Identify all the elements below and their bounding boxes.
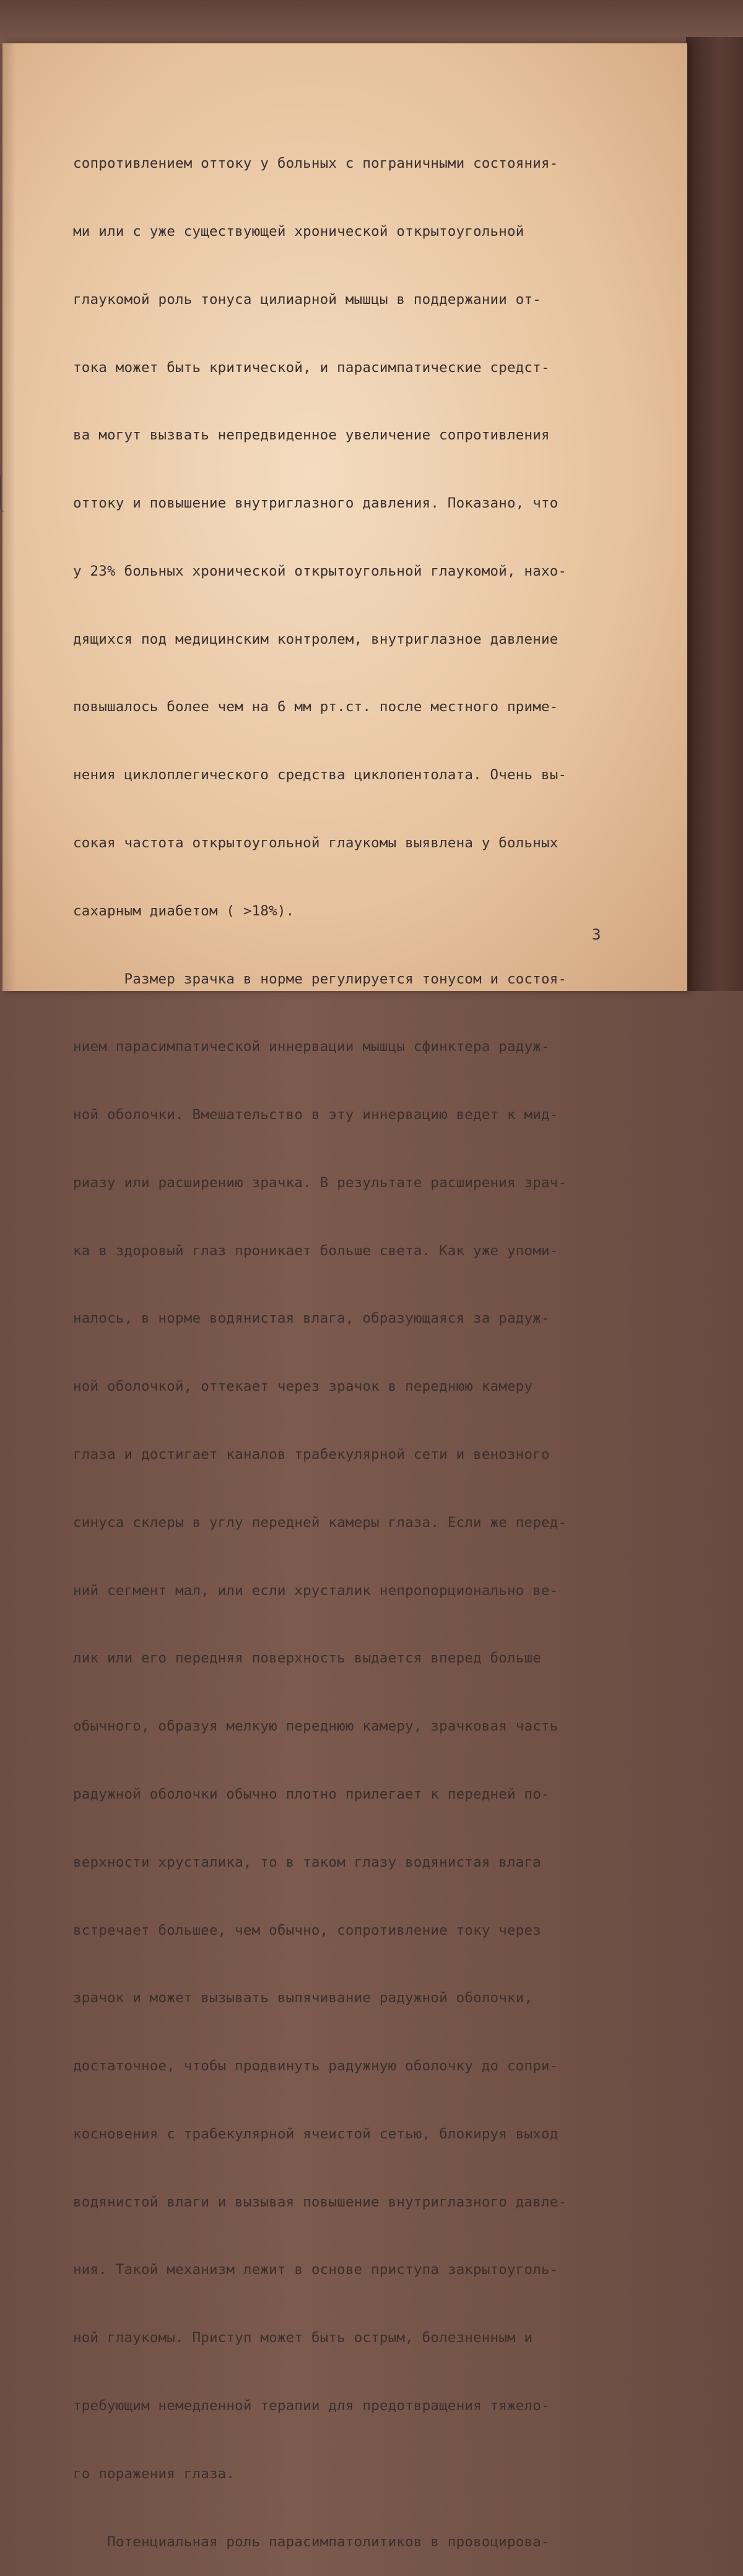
text-line: ной глаукомы. Приступ может быть острым, болезненным и — [73, 2330, 533, 2346]
text-line: лик или его передняя поверхность выдается вперед больше — [73, 1650, 542, 1667]
text-line: синуса склеры в углу передней камеры глаза. Если же перед- — [73, 1514, 567, 1531]
text-line: ми или с уже существующей хронической открытоугольной — [73, 223, 524, 240]
text-line: косновения с трабекулярной ячеистой сетью, блокируя выход — [73, 2125, 558, 2142]
text-line: ва могут вызвать непредвиденное увеличение сопротивления — [73, 427, 550, 444]
text-line: ной оболочкой, оттекает через зрачок в переднюю камеру — [73, 1378, 533, 1395]
text-line: обычного, образуя мелкую переднюю камеру, зрачковая часть — [73, 1718, 558, 1735]
text-line: нием парасимпатической иннервации мышцы сфинктера радуж- — [73, 1039, 550, 1055]
text-line: налось, в норме водянистая влага, образующаяся за радуж- — [73, 1310, 550, 1327]
text-line: требующим немедленной терапии для предотвращения тяжело- — [73, 2397, 550, 2414]
text-line: встречает большее, чем обычно, сопротивление току через — [73, 1922, 542, 1938]
text-line: дящихся под медицинским контролем, внутриглазное давление — [73, 631, 558, 647]
text-line: радужной оболочки обычно плотно прилегает к передней по- — [73, 1786, 550, 1802]
text-line: риазу или расширению зрачка. В результате расширения зрач- — [73, 1174, 567, 1191]
text-line: нения циклоплегического средства циклопентолата. Очень вы- — [73, 767, 567, 784]
text-line: сокая частота открытоугольной глаукомы выявлена у больных — [73, 835, 558, 851]
text-line: водянистой влаги и вызывая повышение внутриглазного давле- — [73, 2193, 567, 2210]
text-line: глаза и достигает каналов трабекулярной сети и венозного — [73, 1446, 550, 1463]
margin-mark — [0, 475, 10, 512]
background-right — [686, 37, 743, 991]
text-line: достаточное, чтобы продвинуть радужную оболочку до сопри- — [73, 2058, 558, 2075]
text-line: зрачок и может вызывать выпячивание радужной оболочки, — [73, 1990, 533, 2007]
text-line: оттоку и повышение внутриглазного давления. Показано, что — [73, 495, 558, 512]
text-line: Размер зрачка в норме регулируется тонусом и состоя- — [73, 970, 567, 987]
background-top — [0, 0, 743, 45]
page-number: 3 — [592, 926, 601, 943]
text-line: Потенциальная роль парасимпатолитиков в провоцирова- — [73, 2533, 550, 2550]
text-line: верхности хрусталика, то в таком глазу водянистая влага — [73, 1854, 542, 1870]
text-line: ния. Такой механизм лежит в основе приступа закрытоуголь- — [73, 2262, 558, 2278]
page-body — [73, 107, 624, 2576]
text-line: ной оболочки. Вмешательство в эту иннервацию ведет к мид- — [73, 1107, 558, 1123]
text-line: сахарным диабетом ( >18%). — [73, 902, 295, 919]
text-line: го поражения глаза. — [73, 2465, 235, 2482]
text-line: ка в здоровый глаз проникает больше света. Как уже упоми- — [73, 1242, 558, 1259]
text-line: у 23% больных хронической открытоугольной глаукомой, нахо- — [73, 563, 567, 579]
text-line: ний сегмент мал, или если хрусталик непропорционально ве- — [73, 1582, 558, 1599]
text-line: тока может быть критической, и парасимпатические средст- — [73, 359, 550, 376]
text-line: повышалось более чем на 6 мм рт.ст. после местного приме- — [73, 699, 558, 715]
page-left-edge — [0, 43, 16, 991]
text-line: глаукомой роль тонуса цилиарной мышцы в поддержании от- — [73, 291, 542, 308]
text-line: сопротивлением оттоку у больных с пограничными состояния- — [73, 155, 558, 172]
